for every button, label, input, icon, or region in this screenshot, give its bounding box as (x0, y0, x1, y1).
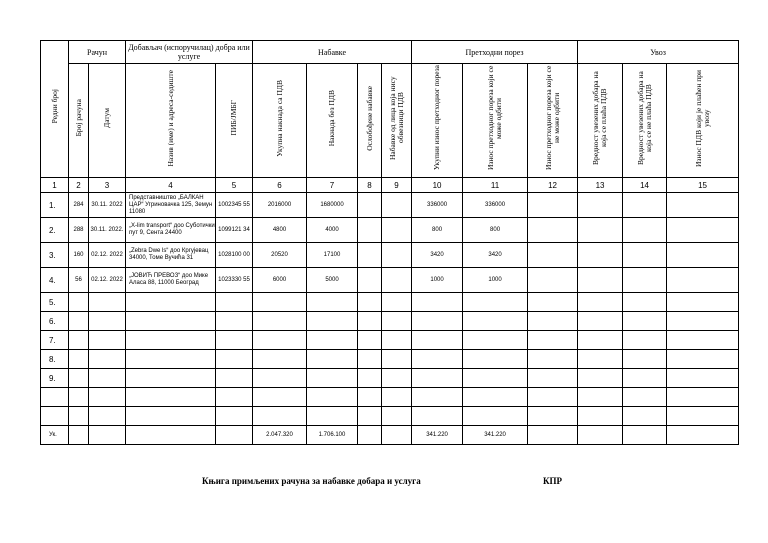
import-vat-amount (667, 268, 739, 293)
supplier-name: Представништво „БАЛКАН ЦАР“ Угриновачка 125, Земун 11080 (126, 193, 216, 218)
header-prethodni-porez: Претходни порез (412, 41, 578, 64)
row-number: 6. (41, 312, 69, 331)
import-vat-free-value (623, 268, 667, 293)
invoice-number: 288 (69, 218, 89, 243)
total-with-vat: 4800 (253, 218, 307, 243)
supplier-name: „Zebra Dwe ls“ доо Кргујевац 34000, Томе Вучића 31 (126, 243, 216, 268)
non-vat-purchases (382, 193, 412, 218)
empty-row (41, 407, 739, 426)
empty-row (41, 293, 739, 312)
header-broj-racuna: Број рачуна (69, 64, 89, 178)
column-number: 14 (623, 178, 667, 193)
exempt-purchases (358, 268, 382, 293)
header-uvoz: Увоз (578, 41, 739, 64)
header-naziv: Назив (име) и адреса-седиште (126, 64, 216, 178)
header-vrednost-ne-placa: Вредност увезених добара на која се не плаћа ПДВ (623, 64, 667, 178)
input-tax-total: 336000 (412, 193, 463, 218)
row-number: 9. (41, 369, 69, 388)
header-iznos-moze: Износ претходног пореза који се може одбити (463, 64, 528, 178)
table-row (41, 268, 739, 293)
input-tax-total: 800 (412, 218, 463, 243)
column-number: 4 (126, 178, 216, 193)
import-vat-amount (667, 193, 739, 218)
input-tax-total: 3420 (412, 243, 463, 268)
header-datum: Датум (89, 64, 126, 178)
column-number: 1 (41, 178, 69, 193)
invoice-number: 284 (69, 193, 89, 218)
empty-row (41, 350, 739, 369)
input-tax-deductible: 800 (463, 218, 528, 243)
input-tax-deductible: 3420 (463, 243, 528, 268)
supplier-name: „X-lim transport“ доо Суботички пут 9, Сента 24400 (126, 218, 216, 243)
row-number (41, 388, 69, 407)
non-vat-purchases (382, 268, 412, 293)
amount-without-vat: 1680000 (307, 193, 358, 218)
header-ukupni-iznos: Укупни износ претходног пореза (412, 64, 463, 178)
header-vrednost-placa: Вредност увезених добара на која се плаћа ПДВ (578, 64, 623, 178)
invoice-number: 56 (69, 268, 89, 293)
exempt-purchases (358, 243, 382, 268)
column-number: 11 (463, 178, 528, 193)
import-vat-free-value (623, 193, 667, 218)
invoice-date: 30.11. 2022 (89, 193, 126, 218)
input-tax-non-deductible (528, 218, 578, 243)
invoice-number: 160 (69, 243, 89, 268)
header-pib: ПИБ/ЈМБГ (216, 64, 253, 178)
table-row (41, 243, 739, 268)
input-tax-non-deductible (528, 193, 578, 218)
column-number-row (41, 178, 739, 193)
total-with-vat-sum: 2.047.320 (253, 426, 307, 445)
empty-row (41, 312, 739, 331)
invoice-date: 02.12. 2022 (89, 268, 126, 293)
import-vat-amount (667, 243, 739, 268)
import-vat-free-value (623, 243, 667, 268)
total-with-vat: 2016000 (253, 193, 307, 218)
row-number: 2. (41, 218, 69, 243)
row-number: 1. (41, 193, 69, 218)
empty-row (41, 331, 739, 350)
input-tax-deductible-sum: 341.220 (463, 426, 528, 445)
column-number: 9 (382, 178, 412, 193)
total-with-vat: 20520 (253, 243, 307, 268)
non-vat-purchases (382, 243, 412, 268)
empty-row (41, 388, 739, 407)
input-tax-total-sum: 341.220 (412, 426, 463, 445)
column-number: 13 (578, 178, 623, 193)
supplier-pib: 1023330 55 (216, 268, 253, 293)
invoice-date: 02.12. 2022 (89, 243, 126, 268)
import-vat-amount (667, 218, 739, 243)
amount-without-vat: 17100 (307, 243, 358, 268)
input-tax-total: 1000 (412, 268, 463, 293)
header-racun: Рачун (69, 41, 126, 64)
header-oslobodjene: Ослобођене набавке (358, 64, 382, 178)
column-number: 15 (667, 178, 739, 193)
row-number: 4. (41, 268, 69, 293)
table-row (41, 193, 739, 218)
column-number: 7 (307, 178, 358, 193)
input-tax-non-deductible (528, 243, 578, 268)
amount-without-vat: 4000 (307, 218, 358, 243)
column-number: 10 (412, 178, 463, 193)
book-code: КПР (543, 476, 563, 486)
supplier-name: „ЈОВИЋ ПРЕВОЗ“ доо Мике Аласа 88, 11000 Београд (126, 268, 216, 293)
row-number: 7. (41, 331, 69, 350)
import-vat-paid-value (578, 243, 623, 268)
header-ukupna-naknada: Укупна накнада са ПДВ (253, 64, 307, 178)
exempt-purchases (358, 193, 382, 218)
import-vat-paid-value (578, 268, 623, 293)
book-title: Књига примљених рачуна за набавке добара и услуга (202, 476, 421, 486)
invoice-date: 30.11. 2022. (89, 218, 126, 243)
amount-without-vat-sum: 1.706.100 (307, 426, 358, 445)
header-nabavke: Набавке (253, 41, 412, 64)
total-row (41, 426, 739, 445)
input-tax-non-deductible (528, 268, 578, 293)
column-number: 6 (253, 178, 307, 193)
input-tax-deductible: 336000 (463, 193, 528, 218)
row-number: 5. (41, 293, 69, 312)
column-number: 12 (528, 178, 578, 193)
row-number: 8. (41, 350, 69, 369)
supplier-pib: 1002345 55 (216, 193, 253, 218)
total-with-vat: 6000 (253, 268, 307, 293)
column-number: 2 (69, 178, 89, 193)
non-vat-purchases (382, 218, 412, 243)
header-redni-broj: Редни број (41, 41, 69, 178)
header-iznos-pdv-uvoz: Износ ПДВ који је плаћен при увозу (667, 64, 739, 178)
column-number: 3 (89, 178, 126, 193)
supplier-pib: 1028100 00 (216, 243, 253, 268)
import-vat-paid-value (578, 193, 623, 218)
column-number: 5 (216, 178, 253, 193)
column-number: 8 (358, 178, 382, 193)
supplier-pib: 1099121 34 (216, 218, 253, 243)
input-tax-deductible: 1000 (463, 268, 528, 293)
import-vat-paid-value (578, 218, 623, 243)
import-vat-free-value (623, 218, 667, 243)
header-dobavljac: Добављач (испоручилац) добра или услуге (126, 41, 253, 64)
header-iznos-ne-moze: Износ претходног пореза који се не може одбити (528, 64, 578, 178)
row-number (41, 407, 69, 426)
amount-without-vat: 5000 (307, 268, 358, 293)
header-naknada-bez-pdv: Накнада без ПДВ (307, 64, 358, 178)
header-nabavke-od-lica: Набавке од лица која нису обвезници ПДВ (382, 64, 412, 178)
table-row (41, 218, 739, 243)
kpr-table (40, 40, 739, 445)
row-number: 3. (41, 243, 69, 268)
empty-row (41, 369, 739, 388)
exempt-purchases (358, 218, 382, 243)
total-label: Ук. (41, 426, 69, 445)
